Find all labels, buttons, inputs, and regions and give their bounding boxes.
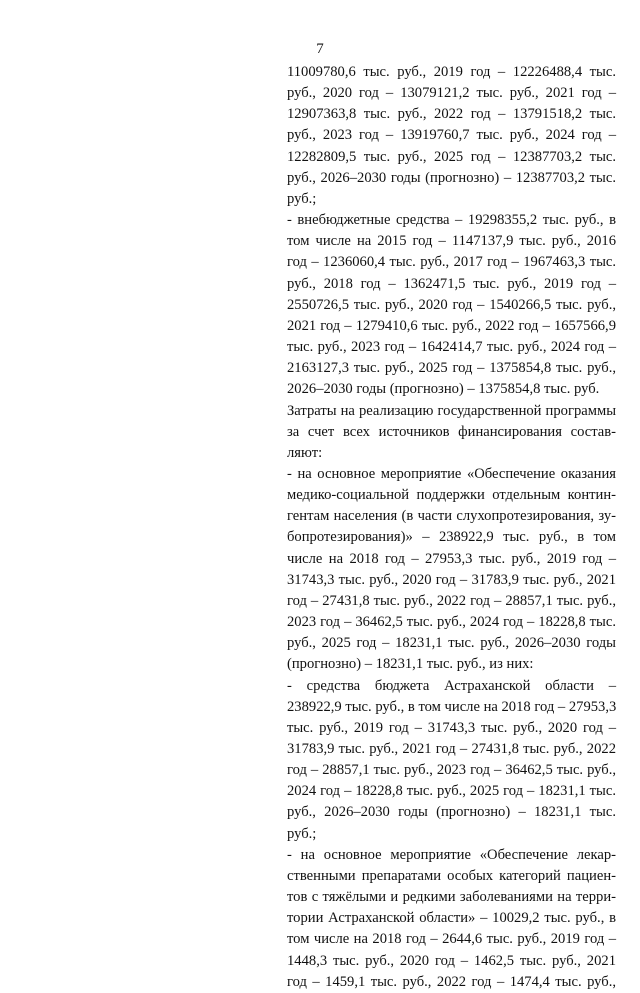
paragraph-medico-social-support: [287, 464, 616, 676]
text-line: 2024 год – 18228,8 тыс. руб., 2025 год – 18231,1 тыс.: [287, 783, 616, 800]
text-line: 31743,3 тыс. руб., 2020 год – 31783,9 тыс. руб., 2021: [287, 571, 616, 588]
text-line: руб., 2020 год – 13079121,2 тыс. руб., 2021 год –: [287, 85, 616, 102]
text-line: год – 27431,8 тыс. руб., 2022 год – 28857,1 тыс. руб.,: [287, 592, 616, 609]
text-column: [287, 62, 616, 993]
text-line: 11009780,6 тыс. руб., 2019 год – 12226488,4 тыс.: [287, 64, 616, 80]
text-line: 2550726,5 тыс. руб., 2020 год – 1540266,5 тыс. руб.,: [287, 296, 616, 313]
text-line: 12282809,5 тыс. руб., 2025 год – 12387703,2 тыс.: [287, 148, 616, 165]
page-number: 7: [316, 41, 324, 57]
text-line: том числе на 2018 год – 2644,6 тыс. руб., 2019 год –: [287, 931, 616, 948]
text-line: тов с тяжёлыми и редкими заболеваниями на терри-: [287, 889, 616, 906]
text-line: гентам населения (в части слухопротезирования, зу-: [287, 508, 616, 525]
text-line: руб., 2023 год – 13919760,7 тыс. руб., 2024 год –: [287, 127, 616, 144]
paragraph-regional-budget-funds: [287, 676, 616, 845]
text-line: тыс. руб., 2023 год – 1642414,7 тыс. руб., 2024 год –: [287, 339, 616, 356]
text-line: руб., 2018 год – 1362471,5 тыс. руб., 2019 год –: [287, 275, 616, 292]
text-line: тории Астраханской области» – 10029,2 тыс. руб., в: [287, 910, 616, 927]
text-line: год – 1236060,4 тыс. руб., 2017 год – 1967463,3 тыс.: [287, 254, 616, 271]
text-line: - на основное мероприятие «Обеспечение лекар-: [287, 846, 616, 863]
text-line: ляют:: [287, 444, 323, 461]
text-line: (прогнозно) – 18231,1 тыс. руб., из них:: [287, 656, 534, 673]
text-line: ственными препаратами особых категорий пациен-: [287, 867, 616, 884]
text-line: руб., 2025 год – 18231,1 тыс. руб., 2026–2030 годы: [287, 635, 616, 652]
text-line: руб., 2026–2030 годы (прогнозно) – 18231,1 тыс.: [287, 804, 616, 821]
text-line: год – 1459,1 тыс. руб., 2022 год – 1474,4 тыс. руб.,: [287, 973, 616, 990]
text-line: - внебюджетные средства – 19298355,2 тыс. руб., в: [287, 212, 616, 229]
text-line: 2026–2030 годы (прогнозно) – 1375854,8 тыс. руб.: [287, 381, 600, 398]
text-line: Затраты на реализацию государственной программы: [287, 402, 616, 419]
text-line: 238922,9 тыс. руб., в том числе на 2018 год – 27953,3: [287, 698, 617, 715]
text-line: - на основное мероприятие «Обеспечение оказания: [287, 465, 616, 482]
text-line: 2163127,3 тыс. руб., 2025 год – 1375854,8 тыс. руб.,: [287, 360, 616, 377]
text-line: руб.;: [287, 190, 317, 207]
text-line: том числе на 2015 год – 1147137,9 тыс. руб., 2016: [287, 233, 616, 250]
text-line: за счет всех источников финансирования состав-: [287, 423, 616, 440]
text-line: руб.;: [287, 825, 317, 842]
text-line: руб., 2026–2030 годы (прогнозно) – 12387703,2 тыс.: [287, 169, 616, 186]
text-line: бопротезирования)» – 238922,9 тыс. руб., в том: [287, 529, 616, 546]
text-line: 31783,9 тыс. руб., 2021 год – 27431,8 тыс. руб., 2022: [287, 741, 616, 757]
text-line: год – 28857,1 тыс. руб., 2023 год – 36462,5 тыс. руб.,: [287, 762, 616, 779]
paragraph-drug-provision: [287, 845, 616, 993]
text-line: медико-социальной поддержки отдельным контин-: [287, 487, 616, 504]
paragraph-regional-budget-continuation: [287, 62, 616, 210]
text-line: - средства бюджета Астраханской области –: [287, 677, 616, 694]
text-line: 1448,3 тыс. руб., 2020 год – 1462,5 тыс. руб., 2021: [287, 952, 616, 969]
text-line: 2021 год – 1279410,6 тыс. руб., 2022 год – 1657566,9: [287, 317, 616, 334]
text-line: 12907363,8 тыс. руб., 2022 год – 13791518,2 тыс.: [287, 106, 616, 123]
text-line: 2023 год – 36462,5 тыс. руб., 2024 год – 18228,8 тыс.: [287, 614, 616, 631]
paragraph-extrabudgetary-funds: [287, 210, 616, 400]
text-line: числе на 2018 год – 27953,3 тыс. руб., 2019 год –: [287, 550, 616, 567]
text-line: тыс. руб., 2019 год – 31743,3 тыс. руб., 2020 год –: [287, 719, 616, 736]
paragraph-program-costs: [287, 401, 616, 464]
